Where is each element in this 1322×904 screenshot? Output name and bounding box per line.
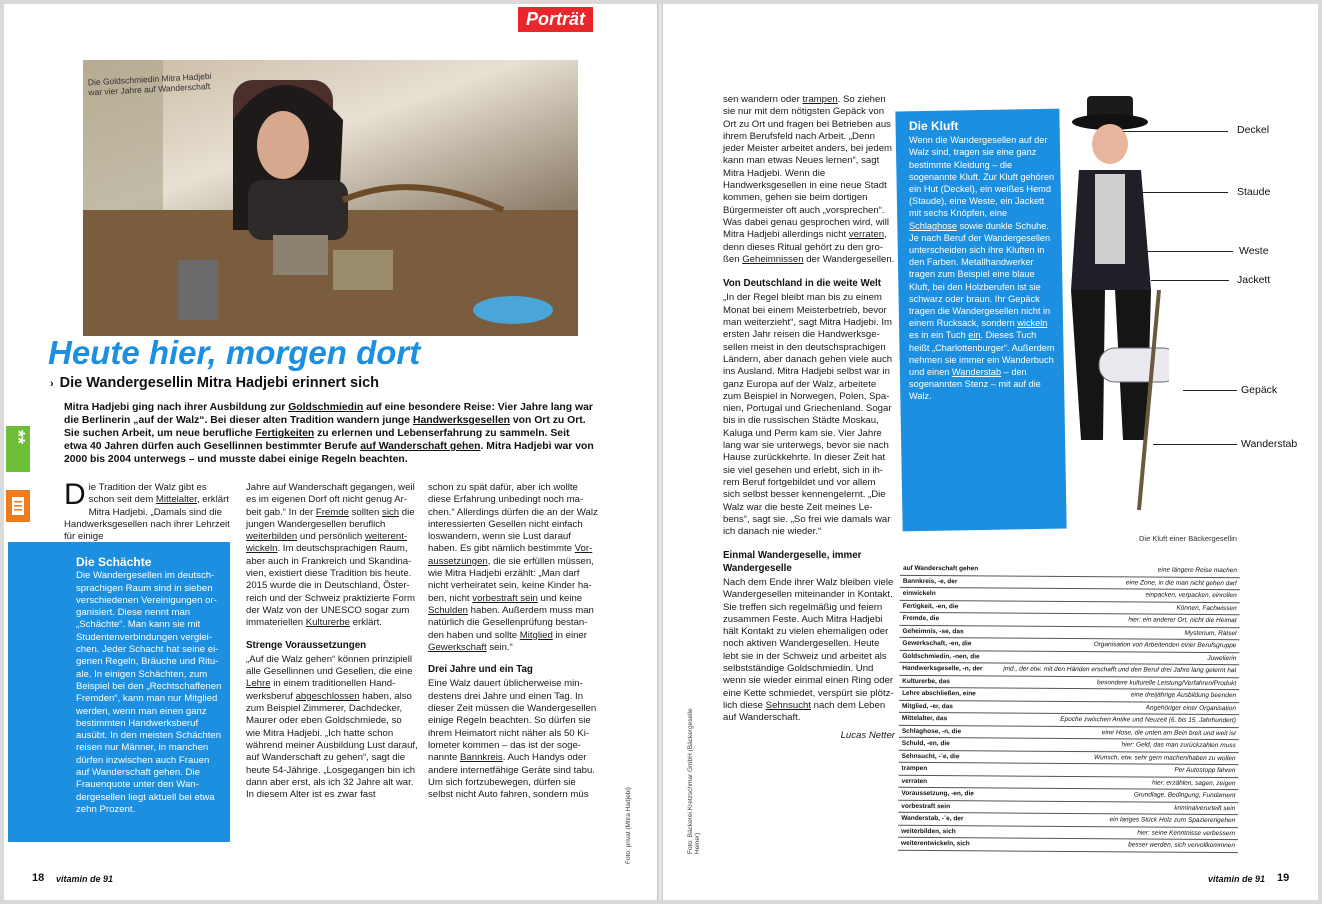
glossary-definition: Juwelierin [1207, 654, 1237, 662]
level-marker [6, 426, 30, 472]
text-run: , erklärt Mitra Hadjebi. „Damals sind die Handwerksgesellen nach ihrer Lehrzeit für einige [64, 494, 230, 543]
vocab-term: Wanderstab [951, 367, 1002, 378]
glossary-definition: Per Autostopp fahren [1174, 766, 1236, 775]
callout-deckel: Deckel [1237, 124, 1270, 136]
page-number: 18 [32, 872, 45, 884]
glossary-term: Goldschmiedin, -nen, die [902, 652, 980, 660]
glossary-term: verraten [901, 777, 928, 785]
glossary-term: Gewerkschaft, -en, die [902, 639, 972, 648]
vocab-term: Schlaghose [909, 220, 958, 231]
headline: Heute hier, morgen dort [48, 334, 421, 371]
vocab-term: Gewerkschaft [428, 641, 487, 653]
glossary-definition: hier: Geld, das man zurückzahlen muss [1121, 741, 1236, 750]
text-run: Mitra Hadjebi ging nach ihrer Ausbildung zur [64, 402, 289, 413]
goldsmith-photo [83, 60, 578, 336]
glossary-term: Fertigkeit, -en, die [902, 602, 959, 610]
glossary-definition: Organisation von Arbeitenden einer Berufsgruppe [1093, 641, 1237, 650]
lead-paragraph [64, 401, 594, 466]
section-heading-einmal-wandergeselle: Einmal Wandergeselle, immer Wandergeselle [723, 550, 862, 574]
subheadline-text: Die Wandergesellin Mitra Hadjebi erinnert sich [59, 375, 380, 391]
glossary-definition: eine längere Reise machen [1157, 566, 1237, 575]
column-2-text-b [246, 654, 418, 802]
vocab-term: ein [968, 330, 981, 341]
glossary-definition: Grundlage, Bedingung, Fundament [1133, 791, 1236, 800]
glossary-term: Schuld, -en, die [901, 739, 950, 748]
glossary-definition: eine dreijährige Ausbildung beenden [1130, 691, 1237, 700]
journeyman-illustration [1059, 90, 1169, 530]
vocab-term: weiterentwickeln [246, 531, 408, 555]
glossary-term: Bannkreis, -e, der [902, 577, 958, 585]
page-number-right: 19 [1277, 872, 1290, 884]
text-run: in einem traditionellen Handwerksberuf [246, 678, 396, 702]
text-run: sein.“ [486, 641, 513, 653]
glossary-definition: jmd., der etw. mit den Händen erschafft und den Beruf drei Jahre lang gelernt hat [1003, 665, 1237, 675]
text-run: nach dem Leben auf Wanderschaft. [723, 699, 886, 724]
text-run: haben, also zum Beispiel Zimmerer, Dachdecker, Maurer oder eben Goldschmiede, so wie Mitra Hadjebi. „Ich hatte schon während meiner Ausbildung Lust darauf, auf Wanderschaft zu gehen“, sagt die heute 54-Jährige. „Losgegangen bin ich dann aber erst, als ich 32 Jahre alt war. In diesem Alter ist es zwar fast [246, 690, 418, 801]
drop-cap: D [64, 478, 86, 511]
glossary-definition: hier: seine Kenntnisse verbessern [1137, 828, 1236, 837]
text-run: erklärt. [349, 617, 382, 629]
glossary-term: Mittelalter, das [901, 714, 948, 723]
glossary-term: einwickeln [902, 589, 936, 598]
callout-line-wanderstab [1153, 444, 1237, 445]
vocab-term: abgeschlossen [295, 690, 360, 702]
text-run: . Auch Handys oder andere internetfähige Geräte sind tabu. Um sich fortzubewegen, dürfen sie selbst nicht Auto fahren, sondern müs [428, 752, 595, 801]
level-stars: ** [8, 430, 28, 445]
text-run: – den sogenannten Stenz – mit auf die Walz. [909, 367, 1041, 402]
glossary-definition: eine Zone, in die man nicht gehen darf [1125, 578, 1237, 587]
text-run: sowie dunkle Schuhe. Je nach Beruf der Wandergesellen unterscheiden sich ihre Kluften in den Farben. Metallhandwerker tragen zum Beispiel eine blaue Kluft, bei den Holzberufen ist sie schwarz oder braun. Ihr Gepäck tragen die Wandergesellen nicht in einem Rucksack, sondern [909, 220, 1051, 329]
glossary-definition: ein langes Stück Holz zum Spazierengehen [1109, 816, 1236, 825]
vocab-term: auf Wanderschaft gehen [360, 441, 481, 452]
callout-line-gepaeck [1183, 390, 1237, 391]
info-box-schaechte [8, 542, 230, 842]
callout-wanderstab: Wanderstab [1241, 438, 1298, 450]
text-run: , denn dieses Ritual gehört zu den großen [723, 229, 887, 265]
callout-jackett: Jackett [1237, 274, 1271, 286]
glossary-term: auf Wanderschaft gehen [902, 564, 979, 573]
text-run: sen wandern oder [723, 94, 803, 105]
column-1-intro [64, 478, 234, 543]
notes-icon [6, 490, 30, 522]
callout-line-jackett [1151, 280, 1229, 281]
glossary-term: trampen [901, 764, 928, 773]
text-run: haben. Außerdem muss man natürlich die Gesellenprüfung bestanden haben und sollte [428, 604, 594, 641]
glossary-term: weiterentwickeln, sich [901, 839, 970, 848]
vocab-term: Handwerksgesellen [412, 415, 510, 426]
right-column-1-text-c [723, 577, 895, 725]
glossary-term: weiterbilden, sich [901, 827, 956, 835]
glossary-definition: besser werden, sich vervollkommnen [1128, 841, 1236, 850]
glossary-term: Schlaghose, -n, die [901, 727, 962, 735]
text-run: Wenn die Wandergesellen auf der Walz sind, tragen sie eine ganz bestimmte Kleidung – die sogenannte Kluft. Zur Kluft gehören ein Hut (Deckel), ein weißes Hemd (Staude), eine Weste, ein Jackett mit sechs Knöpfen, eine [909, 135, 1055, 219]
right-column-1-text [723, 94, 895, 266]
glossary-definition: Können, Fachwissen [1176, 604, 1237, 612]
right-page [663, 4, 1318, 900]
glossary-term: Kulturerbe, das [902, 677, 950, 685]
callout-line-weste [1133, 251, 1233, 252]
text-run: in einer [552, 629, 587, 641]
subheadline [50, 375, 380, 391]
vocab-term: verraten [848, 229, 885, 241]
text-run: Nach dem Ende ihrer Walz bleiben viele Wandergesellen miteinander in Kontakt. Sie treffen sich regelmäßig und feiern zusammen Feste. Auch Mitra Hadjebi hält Kontakt zu vielen ehemaligen oder noch aktiven Wandergesellen. Heute lebt sie in der Schweiz und arbeitet als selbstständige Goldschmiedin. Und wenn sie wieder einmal einen Ring oder eine Kette schmiedet, verspürt sie plötzlich diese [723, 576, 894, 711]
callout-line-deckel [1123, 131, 1228, 132]
glossary-definition: einpacken, verpacken, einrollen [1145, 591, 1237, 600]
callout-gepaeck: Gepäck [1241, 384, 1278, 396]
vocab-term: Mitglied [519, 629, 553, 641]
section-heading-drei-jahre: Drei Jahre und ein Tag [428, 664, 533, 676]
vocab-term: Voraussetzungen [428, 543, 593, 567]
column-3-text-b [428, 678, 600, 801]
column-2-text [246, 482, 418, 630]
text-run: ie Tradition der Walz gibt es schon seit dem [88, 482, 207, 506]
text-run: Jahre auf Wanderschaft gegangen, weil es im eigenen Dorf oft nicht genug Arbeit gab.“ In der [246, 482, 415, 518]
glossary-definition: kriminalverurteilt sein [1174, 804, 1236, 812]
glossary-definition: Mysterium, Rätsel [1184, 629, 1237, 637]
glossary-term: Lehre abschließen, eine [902, 689, 976, 698]
section-tag: Porträt [518, 7, 593, 32]
vocab-term: Fremde [315, 506, 349, 518]
info-box-text: Die Wandergesellen im deutschsprachigen Raum sind in sieben verschiedenen Vereinigungen organisiert. Diese nennt man „Schächte“. Man kann sie mit Studentenverbindungen vergleichen. Jeder Schacht hat seine eigenen Regeln, Bräuche und Rituale. In einigen Schächten, zum Beispiel bei den „Rechtschaffenen Fremden“, kann man nur Mitglied werden, wenn man einen ganz bestimmten Handwerksberuf ausübt. In den meisten Schächten reisen nur Männer, in manchen dürfen inzwischen auch Frauen auf Wanderschaft gehen. Die Frauenquote unter den Wandergesellen liegt aktuell bei etwa zehn Prozent. [76, 570, 222, 815]
text-run: . Mitra Hadjebi war von 2000 bis 2004 unterwegs – und musste dabei einige Regeln beachten. [64, 441, 594, 465]
glossary-term: Wanderstab, -¨e, der [901, 814, 964, 823]
text-run: . Im deutschsprachigen Raum, aber auch in Frankreich und Skandinavien, existiert diese Tradition bis heute. 2015 wurde die in Deutschland, Österreich und der Schweiz praktizierte Form der Walz von der UNESCO sogar zum immateriellen [246, 543, 416, 629]
section-heading-voraussetzungen: Strenge Voraussetzungen [246, 639, 367, 651]
author: Lucas Netter [840, 729, 895, 741]
section-heading-weite-welt: Von Deutschland in die weite Welt [723, 278, 882, 290]
glossary-term: Voraussetzung, -en, die [901, 789, 974, 798]
text-run: schon zu spät dafür, aber ich wollte diese Erfahrung unbedingt noch machen.“ Allerdings dürfen die an der Walz interessierten Gesellen nicht einfach loswandern, wenn sie Lust darauf haben. Es gibt nämlich bestimmte [428, 482, 598, 555]
text-run: . Dieses Tuch heißt „Charlottenburger“. Außerdem nehmen sie immer ein Wanderbuch und einen [909, 330, 1055, 378]
text-run: der Wandergesellen. [803, 253, 895, 265]
glossary-definition: Epoche zwischen Antike und Neuzeit (6. bis 15. Jahrhundert) [1060, 715, 1236, 725]
callout-line-staude [1133, 192, 1228, 193]
chevron-right-icon: › [50, 378, 54, 390]
footer-magazine: vitamin de 91 [56, 874, 114, 884]
info-box-kluft-title: Die Kluft [909, 119, 959, 133]
text-run: von Ort zu Ort. Sie suchen Arbeit, um neue berufliche [64, 415, 586, 439]
goldsmith-illustration [83, 60, 578, 336]
glossary-term: Sehnsucht, -¨e, die [901, 752, 960, 760]
left-page [4, 4, 657, 900]
column-1-text [64, 478, 230, 543]
text-run: sollten [348, 506, 383, 518]
text-run: „Auf die Walz gehen“ können prinzipiell alle Gesellinnen und Gesellen, die eine [246, 653, 413, 678]
vocab-term: sich [382, 506, 400, 518]
vocab-term: Kulturerbe [305, 617, 350, 629]
callout-weste: Weste [1239, 245, 1269, 257]
glossary-definition: hier: erzählen, sagen, zeigen [1151, 779, 1236, 787]
vocab-term: Sehnsucht [765, 699, 812, 711]
journeyman-photo [1059, 90, 1169, 530]
text-run: es in ein Tuch [909, 330, 969, 341]
glossary-term: vorbestraft sein [901, 802, 951, 810]
glossary-list [898, 563, 1240, 853]
vocab-term: trampen [802, 94, 838, 105]
glossary-term: Geheimnis, -se, das [902, 627, 964, 635]
glossary-row [898, 838, 1238, 853]
footer-magazine-right: vitamin de 91 [1208, 874, 1266, 884]
photo-caption: Die Goldschmiedin Mitra Hadjebi war vier Jahre auf Wanderschaft [87, 70, 212, 98]
column-3 [428, 482, 600, 801]
info-box-kluft [909, 120, 1055, 403]
glossary-definition: Wunsch, etw. sehr gern machen/haben zu wollen [1093, 753, 1236, 762]
vocab-term: Schulden [428, 604, 469, 616]
photo-credit: Foto: privat (Mitra Hadjebi) [625, 787, 632, 864]
photo-caption-right: Die Kluft einer Bäckergesellin [1139, 534, 1237, 543]
glossary-definition: hier: ein anderer Ort, nicht die Heimat [1128, 616, 1237, 625]
photo-credit-right: Foto: Bäckerei Kretzschmar GmbH (Bäckergeselle Heiner) [687, 708, 701, 854]
glossary-definition: eine Hose, die unten am Bein breit und weit ist [1101, 728, 1236, 737]
glossary-definition: Angehöriger einer Organisation [1145, 704, 1237, 712]
callout-staude: Staude [1237, 186, 1271, 198]
info-box-title: Die Schächte [76, 555, 152, 569]
vocab-term: Fertigkeiten [255, 428, 315, 439]
column-3-text [428, 482, 600, 654]
vocab-term: Goldschmiedin [288, 402, 364, 413]
column-2 [246, 482, 418, 801]
right-column-1 [723, 94, 895, 742]
vocab-term: weiterbilden [246, 531, 298, 543]
text-run: Eine Walz dauert üblicherweise mindestens drei Jahre und einen Tag. In dieser Zeit müssen die Wandergesellen einige Regeln beachten. So dürfen sie ihrem Heimatort nicht näher als 50 Kilometer kommen – das ist der sogenannte [428, 678, 597, 764]
text-run: auf eine besondere Reise: Vier Jahre lang war die Berlinerin „auf der Walz“. Bei dieser alten Tradition wandern junge [64, 402, 593, 426]
text-run: . So ziehen sie nur mit dem nötigsten Gepäck von Ort zu Ort und fragen bei Betrieben aus ihrem Berufsfeld nach Arbeit. „Denn jeder Meister arbeitet anders, bei jedem kann man etwas Neues lernen“, sagt Mitra Hadjebi. Wenn die Handwerksgesellen in eine neue Stadt kommen, gehen sie beim dortigen Bürgermeister oft auch „vorsprechen“. Was dabei genau gesprochen wird, will Mitra Hadjebi allerdings nicht [723, 94, 893, 241]
glossary-term: Fremde, die [902, 614, 940, 623]
text-run: und keine [537, 592, 583, 604]
vocab-term: Geheimnissen [742, 253, 804, 265]
text-run: , die sie erfüllen müssen, wie Mitra Hadjebi erzählt: „Man darf nicht verheiratet sein, keine Kinder haben, nicht [428, 555, 594, 604]
vocab-term: vorbestraft sein [472, 592, 538, 604]
text-run: und persönlich [297, 531, 365, 543]
vocab-term: Bannkreis [460, 752, 503, 764]
text-run: zu erlernen und Lebenserfahrung zu sammeln. Seit etwa 40 Jahren dürfen auch Gesellinnen bestimmter Berufe [64, 428, 570, 452]
glossary [898, 563, 1240, 853]
info-box-kluft-text [909, 134, 1055, 402]
right-column-1-text-b: „In der Regel bleibt man bis zu einem Monat bei einem Meisterbetrieb, bevor man weiterzieht“, sagt Mitra Hadjebi. Im ersten Jahr reisen die Handwerksgesellen meist in den deutschsprachigen Ländern, aber danach gehen viele auch ins Ausland. Mitra Hadjebi selbst war in ganz Europa auf der Walz, arbeitete zum Beispiel in Norwegen, Polen, Spanien, Portugal und Griechenland. Sogar bis in die russischen Städte Moskau, Kaluga und Perm kam sie. Vier Jahre lang war sie unterwegs, bevor sie nach Hause zurückkehrte. In dieser Zeit hat sie viel gesehen und erlebt, sich in ihrem Beruf fortgebildet und vor allem sich selbst besser kennengelernt. „Die Walz war die beste Zeit meines Lebens“, sagt sie. „So frei wie damals war ich danach nie wieder.“ [723, 292, 893, 538]
vocab-term: Lehre [246, 678, 271, 690]
vocab-term: Mittelalter [155, 494, 197, 506]
glossary-term: Mitglied, -er, das [901, 702, 953, 710]
glossary-term: Handwerksgeselle, -n, der [902, 664, 983, 673]
glossary-definition: besondere kulturelle Leistung/Verfahren/Produkt [1096, 678, 1237, 687]
vocab-term: wickeln [1017, 318, 1048, 329]
text-run: die jungen Wandergesellen beruflich [246, 506, 415, 530]
